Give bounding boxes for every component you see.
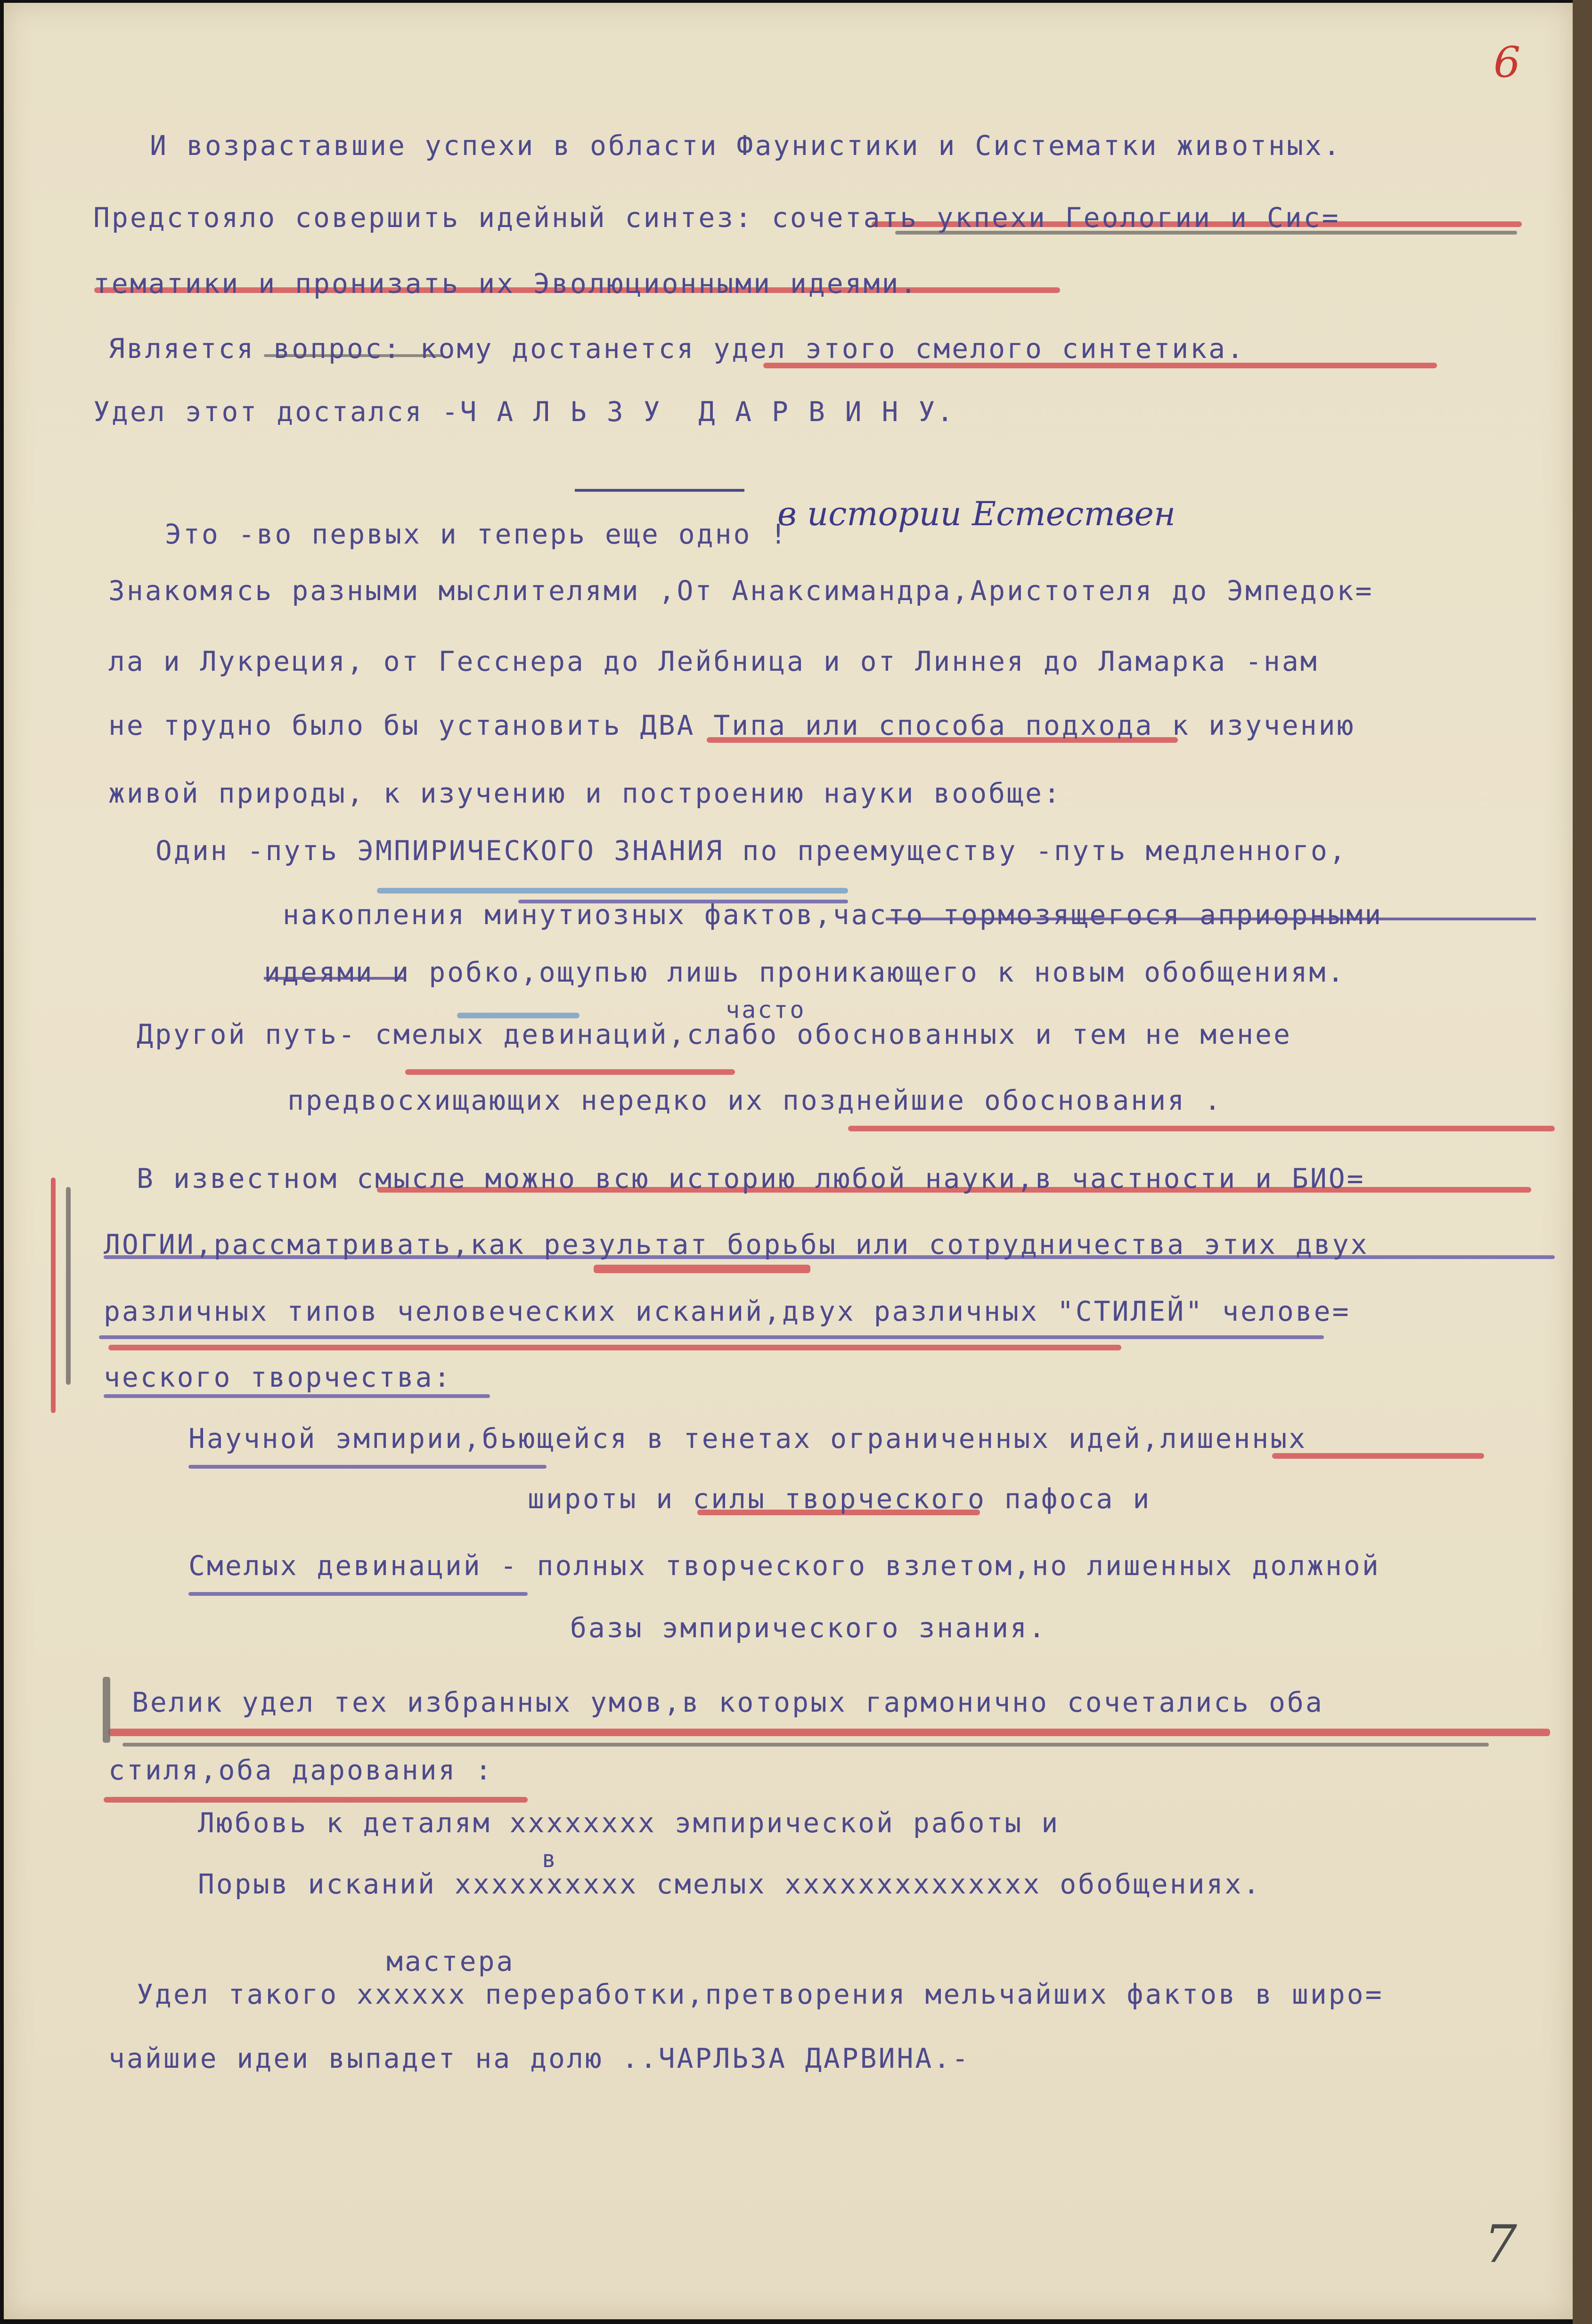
text-line-28: Удел такого хххххх переработки,претворения мельчайших фактов в широ=: [137, 1978, 1384, 2010]
underline-blue: [377, 888, 848, 894]
text-line-16: В известном смысле можно всю историю любой науки,в частности и БИО=: [137, 1162, 1365, 1195]
text-line-23: базы эмпирического знания.: [570, 1612, 1047, 1644]
underline-red: [108, 1345, 1121, 1350]
text-line-17: ЛОГИИ,рассматривать,как результат борьбы или сотрудничества этих двух: [104, 1228, 1369, 1260]
text-line-12: накопления минутиозных фактов,часто тормозящегося априорными: [283, 899, 1383, 931]
text-line-15: предвосхищающих нередко их позднейшие обоснования .: [287, 1084, 1223, 1116]
underline-blue: [457, 1013, 580, 1018]
text-line-19: ческого творчества:: [104, 1361, 452, 1393]
book-edge: [1573, 0, 1592, 2324]
text-line-11: Один -путь ЭМПИРИЧЕСКОГО ЗНАНИЯ по преемуществу -путь медленного,: [155, 835, 1347, 867]
underline-red: [405, 1069, 735, 1075]
text-insert-v: в: [542, 1845, 558, 1873]
text-line-7: Знакомясь разными мыслителями ,От Анаксимандра,Аристотеля до Эмпедок=: [108, 575, 1374, 607]
underline-red-heavy: [594, 1265, 810, 1273]
text-line-14: Другой путь- смелых девинаций,слабо обоснованных и тем не менее: [137, 1018, 1292, 1050]
underline-violet: [188, 1465, 547, 1469]
margin-mark-gray: [103, 1677, 110, 1743]
page-number-top: 6: [1494, 38, 1521, 87]
underline-violet: [188, 1592, 528, 1596]
page-number-bottom: 7: [1484, 2214, 1517, 2274]
text-line-21: широты и силы творческого пафоса и: [528, 1483, 1151, 1515]
text-line-1: И возраставшие успехи в области Фаунистики и Систематки животных.: [150, 130, 1342, 162]
underline-red: [848, 1126, 1555, 1131]
text-line-3: тематики и пронизать их Эволюционными идеями.: [93, 268, 919, 300]
text-line-29: чайшие идеи выпадет на долю ..ЧАРЛЬЗА ДАРВИНА.-: [108, 2042, 971, 2074]
underline-violet: [99, 1335, 1324, 1339]
text-line-25: стиля,оба дарования :: [108, 1754, 494, 1786]
text-line-27: Порыв исканий хххххххххх смелых хххххххххххххх обобщениях.: [198, 1868, 1262, 1900]
text-line-10: живой природы, к изучению и построению науки вообще:: [108, 777, 1062, 809]
underline-violet: [104, 1394, 490, 1398]
text-line-5: Удел этот достался -Ч А Л Ь З У Д А Р В И Н У.: [93, 396, 955, 428]
separator-line: [575, 489, 744, 492]
text-line-8: ла и Лукреция, от Гесснера до Лейбница и от Линнея до Ламарка -нам: [108, 645, 1319, 677]
text-line-26: Любовь к деталям хххххххх эмпирической работы и: [198, 1807, 1060, 1839]
text-line-24: Велик удел тех избранных умов,в которых гармонично сочетались оба: [132, 1686, 1324, 1718]
margin-mark-gray: [66, 1187, 71, 1385]
underline-red: [108, 1729, 1550, 1736]
text-line-6: Это -во первых и теперь еще одно !: [165, 518, 789, 550]
text-insert-mastera: мастера: [386, 1945, 515, 1977]
text-insert-chasto: часто: [726, 996, 806, 1024]
underline-red: [104, 1797, 528, 1803]
margin-mark-red: [51, 1178, 56, 1413]
text-line-22: Смелых девинаций - полных творческого взлетом,но лишенных должной: [188, 1550, 1380, 1582]
text-line-20: Научной эмпирии,бьющейся в тенетах ограниченных идей,лишенных: [188, 1422, 1307, 1455]
underline-gray: [122, 1743, 1489, 1747]
handwritten-insert: в истории Естествен: [777, 495, 1176, 533]
text-line-18: различных типов человеческих исканий,двух различных "СТИЛЕЙ" челове=: [104, 1295, 1351, 1327]
text-line-2: Предстояло совершить идейный синтез: сочетать укпехи Геологии и Сис=: [93, 202, 1340, 234]
text-line-9: не трудно было бы установить ДВА Типа или способа подхода к изучению: [108, 709, 1355, 741]
text-line-13: идеями и робко,ощупью лишь проникающего к новым обобщениям.: [264, 956, 1346, 988]
text-line-4: Является вопрос: кому достанется удел этого смелого синтетика.: [108, 333, 1245, 365]
